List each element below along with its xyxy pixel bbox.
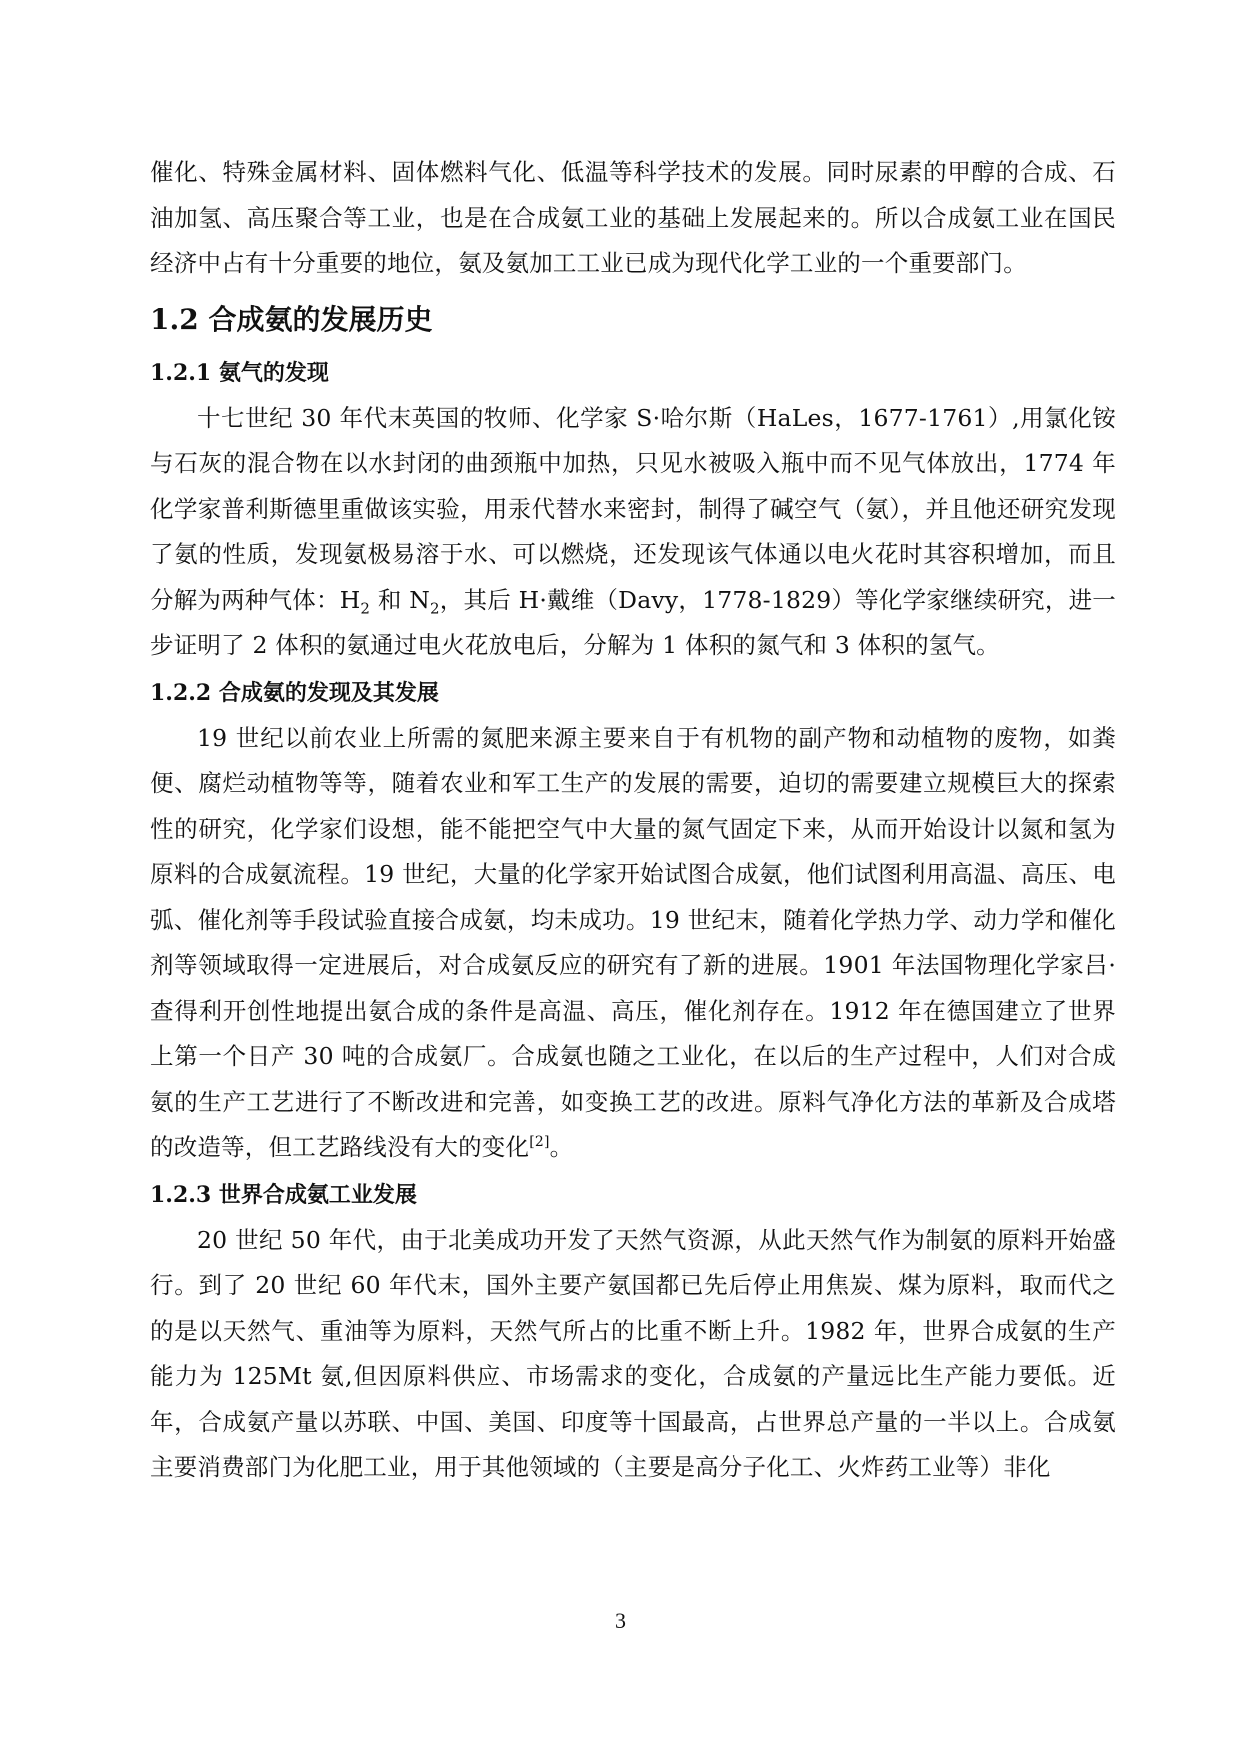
citation-ref: [2] bbox=[529, 1134, 550, 1151]
h2-subscript: 2 bbox=[360, 599, 371, 618]
document-body bbox=[150, 150, 1116, 1491]
ammonia-discovery-paragraph bbox=[150, 396, 1116, 669]
subsection-heading-1-2-3: 1.2.3 世界合成氨工业发展 bbox=[150, 1181, 417, 1208]
ammonia-discovery-text-b: ，其后 H·戴维（Davy，1778-1829）等化学家继续研究，进一步证明了 2 体积的氨通过电火花放电后，分解为 1 体积的氮气和 3 体积的氢气。 bbox=[150, 585, 1117, 659]
n2-subscript: 2 bbox=[430, 599, 440, 618]
subsection-heading-1-2-1: 1.2.1 氨气的发现 bbox=[150, 359, 329, 386]
synthesis-history-paragraph bbox=[150, 716, 1116, 1171]
intro-paragraph: 催化、特殊金属材料、固体燃料气化、低温等科学技术的发展。同时尿素的甲醇的合成、石油加氢、高压聚合等工业，也是在合成氨工业的基础上发展起来的。所以合成氨工业在国民经济中占有十分重要的地位，氨及氨加工工业已成为现代化学工业的一个重要部门。 bbox=[150, 158, 1116, 277]
subsection-heading-1-2-2: 1.2.2 合成氨的发现及其发展 bbox=[150, 679, 439, 706]
synthesis-history-text: 19 世纪以前农业上所需的氮肥来源主要来自于有机物的副产物和动植物的废物，如粪便、腐烂动植物等等，随着农业和军工生产的发展的需要，迫切的需要建立规模巨大的探索性的研究，化学家们设想，能不能把空气中大量的氮气固定下来，从而开始设计以氮和氢为原料的合成氨流程。19 世纪，大量的化学家开始试图合成氨，他们试图利用高温、高压、电弧、催化剂等手段试验直接合成氨，均未成功。19 世纪末，随着化学热力学、动力学和催化剂等领域取得一定进展后，对合成氨反应的研究有了新的进展。1901 年法国物理化学家吕·查得利开创性地提出氨合成的条件是高温、高压，催化剂存在。1912 年在德国建立了世界上第一个日产 30 吨的合成氨厂。合成氨也随之工业化，在以后的生产过程中，人们对合成氨的生产工艺进行了不断改进和完善，如变换工艺的改进。原料气净化方法的革新及合成塔的改造等，但工艺路线没有大的变化 bbox=[150, 723, 1116, 1161]
page-number: 3 bbox=[615, 1608, 626, 1633]
world-industry-paragraph: 20 世纪 50 年代，由于北美成功开发了天然气资源，从此天然气作为制氨的原料开始盛行。到了 20 世纪 60 年代末，国外主要产氨国都已先后停止用焦炭、煤为原料，取而代之的是以天然气、重油等为原料，天然气所占的比重不断上升。1982 年，世界合成氨的生产能力为 125Mt 氨,但因原料供应、市场需求的变化，合成氨的产量远比生产能力要低。近年，合成氨产量以苏联、中国、美国、印度等十国最高，占世界总产量的一半以上。合成氨主要消费部门为化肥工业，用于其他领域的（主要是高分子化工、火炸药工业等）非化 bbox=[150, 1225, 1116, 1481]
ammonia-discovery-text-and: 和 N bbox=[370, 585, 431, 614]
ammonia-discovery-text-a: 十七世纪 30 年代末英国的牧师、化学家 S·哈尔斯（HaLes，1677-1761）,用氯化铵与石灰的混合物在以水封闭的曲颈瓶中加热，只见水被吸入瓶中而不见气体放出，1774 年化学家普利斯德里重做该实验，用汞代替水来密封，制得了碱空气（氨），并且他还研究发现了氨的性质，发现氨极易溶于水、可以燃烧，还发现该气体通以电火花时其容积增加，而且分解为两种气体：H bbox=[150, 403, 1116, 614]
section-heading-1-2: 1.2 合成氨的发展历史 bbox=[150, 302, 433, 336]
synthesis-history-end: 。 bbox=[549, 1133, 574, 1161]
